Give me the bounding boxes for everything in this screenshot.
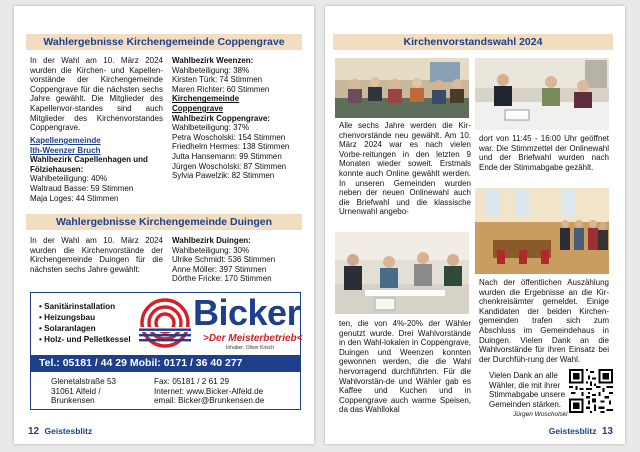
duingen-turnout: Wahlbeteiligung: 30% bbox=[172, 245, 250, 255]
coppengrave-heading: Coppengrave bbox=[172, 103, 224, 113]
services-list bbox=[39, 301, 131, 345]
capellenhagen-heading: Wahlbezirk Capellenhagen und bbox=[30, 155, 148, 165]
result-line: Kirsten Türk: 74 Stimmen bbox=[172, 75, 263, 85]
coppengrave-turnout: Wahlbeteiligung: 37% bbox=[172, 123, 250, 133]
weenzen-turnout: Wahlbeteiligung: 38% bbox=[172, 65, 250, 75]
result-line: Anne Möller: 397 Stimmen bbox=[172, 264, 267, 274]
page-number: 13 bbox=[601, 426, 613, 437]
duingen-intro: In der Wahl am 10. März 2024 wurden die Kirchenvorstände der Kirchengemeinde Duingen für die nächsten sechs Jahre gewählt: bbox=[30, 236, 163, 274]
result-line: Jürgen Woscholski: 87 Stimmen bbox=[172, 161, 287, 171]
coppengrave-bezirk-heading: Wahlbezirk Coppengrave: bbox=[172, 113, 270, 123]
ith-weenzer-bruch-heading: Ith-Weenzer Bruch bbox=[30, 145, 101, 155]
article-text-col1-b: ten, die von 4%-20% der Wähler genutzt wurde. Drei Wahlvorstände in den Wahl-lokalen in Coppengrave, Duingen und Weenzen konnten gewonnen werden, die die Wahl hervorragend durchführten. Für die Wahlvorstän-de und Wähler gab es Kaffee und Kuchen und in Coppengrave auch warme Speisen, da das Wahllokal bbox=[339, 319, 471, 415]
thanks-line: Gemeinden stärken. bbox=[489, 399, 562, 409]
result-line: Dörthe Fricke: 170 Stimmen bbox=[172, 274, 272, 284]
kirchenvorstandswahl-banner: Kirchenvorstandswahl 2024 bbox=[333, 34, 613, 50]
service-item: • Sanitärinstallation bbox=[39, 302, 116, 311]
result-line: Waltraud Basse: 59 Stimmen bbox=[30, 183, 134, 193]
foelziehausen-heading: Fölziehausen: bbox=[30, 164, 84, 174]
photo-counting-table bbox=[475, 58, 609, 130]
brand-tagline: >Der Meisterbetrieb< bbox=[203, 333, 303, 344]
kirchengemeinde-heading: Kirchengemeinde bbox=[172, 94, 240, 104]
result-line: Ulrike Schmidt: 536 Stimmen bbox=[172, 255, 276, 265]
weenzen-heading: Wahlbezirk Weenzen: bbox=[172, 56, 254, 65]
service-item: • Solaranlagen bbox=[39, 324, 96, 333]
duingen-heading: Wahlbezirk Duingen: bbox=[172, 236, 251, 245]
fax-line: Fax: 05181 / 2 61 29 bbox=[154, 377, 230, 386]
coppengrave-results-banner: Wahlergebnisse Kirchengemeinde Coppengrave bbox=[26, 34, 302, 50]
bicker-logo-icon bbox=[139, 297, 191, 349]
result-line: Sylvia Pawelzik: 82 Stimmen bbox=[172, 171, 275, 181]
thanks-line: Wähler, die mit ihrer bbox=[489, 380, 561, 390]
footer-label: Geistesblitz bbox=[44, 426, 93, 436]
address-line: Brunkensen bbox=[51, 396, 95, 406]
email-link[interactable]: email: Bicker@Brunkensen.de bbox=[154, 396, 265, 406]
phone-text[interactable]: Tel.: 05181 / 44 29 Mobil: 0171 / 36 40 277 bbox=[39, 357, 243, 369]
thanks-line: Vielen Dank an alle bbox=[489, 371, 558, 380]
service-item: • Heizungsbau bbox=[39, 313, 96, 322]
contact-info bbox=[154, 377, 264, 406]
service-item: • Holz- und Pelletkessel bbox=[39, 335, 131, 344]
duingen-results bbox=[172, 236, 302, 284]
thanks-line: Stimmabgabe unsere bbox=[489, 390, 566, 400]
brand-name: Bicker bbox=[193, 292, 301, 333]
result-line: Petra Woscholski: 154 Stimmen bbox=[172, 132, 286, 142]
left-footer bbox=[28, 426, 92, 437]
postal-address bbox=[51, 377, 116, 406]
address-line: Glenetalstraße 53 bbox=[51, 377, 117, 386]
right-footer bbox=[549, 426, 613, 437]
kapellengemeinde-heading: Kapellengemeinde bbox=[30, 136, 101, 145]
bicker-advertisement bbox=[30, 292, 301, 410]
right-page bbox=[325, 6, 625, 444]
page-number: 12 bbox=[28, 426, 40, 437]
article-text-col2-b: Nach der öffentlichen Auszählung wurden die Ergebnisse an die Kir-chenkreisämter gemeldet. Einige Kandidaten der beiden Kirchen-gemeinden trafen sich zum Abschluss im Gemeindehaus in Duingen. Vielen Dank an die Wahlvorstände für ihren Einsatz bei der Durchfüh-rung der Wahl. bbox=[479, 278, 609, 364]
coppengrave-intro: In der Wahl am 10. März 2024 wurden die Kirchen- und Kapellen-vorstände der Kirchengemeinde Coppengrave für die nächsten sechs Jahre gewählt. Die Mitglieder des Kapellenvor-standes sind auch Mitglieder des Kirchenvorstandes Coppengrave. bbox=[30, 56, 163, 133]
photo-group-in-hall bbox=[475, 188, 609, 274]
article-text-col1-a: Alle sechs Jahre werden die Kir-chenvorstände neu gewählt. Am 10. März 2024 war es nach vielen Vorbe-reitungen in den letzten 9 Monaten wieder soweit. Erstmals konnte auch Online gewählt werden. In unseren Gemeinden wurden neben der neuen Onlinewahl auch die Briefwahl und die klassische Urnenwahl angebo- bbox=[339, 121, 471, 217]
brand-owner: Inhaber: Oliver Kirsch bbox=[226, 345, 275, 351]
weenzen-results bbox=[172, 56, 302, 181]
photo-counting-people bbox=[335, 232, 469, 314]
address-line: 31061 Alfeld / bbox=[51, 386, 101, 396]
author-signature: Jürgen Woscholski bbox=[513, 411, 568, 418]
result-line: Maja Loges: 44 Stimmen bbox=[30, 193, 119, 203]
qr-code-icon[interactable] bbox=[569, 369, 613, 413]
duingen-results-banner: Wahlergebnisse Kirchengemeinde Duingen bbox=[26, 214, 302, 230]
website-link[interactable]: Internet: www.Bicker-Alfeld.de bbox=[154, 386, 264, 396]
thanks-text bbox=[489, 371, 571, 409]
left-page bbox=[14, 6, 314, 444]
article-text-col2-a: dort von 11:45 - 16:00 Uhr geöffnet war. Die Stimmzettel der Onlinewahl und der Briefwahl wurden nach Ende der Stimmabgabe gezählt. bbox=[479, 134, 609, 172]
phone-bar bbox=[31, 355, 300, 372]
photo-group-at-table bbox=[335, 58, 469, 118]
capellenhagen-turnout: Wahlbeteiligung: 40% bbox=[30, 174, 108, 184]
result-line: Jutta Hansemann: 99 Stimmen bbox=[172, 151, 282, 161]
kapellengemeinde-results bbox=[30, 136, 165, 203]
footer-label: Geistesblitz bbox=[548, 426, 597, 436]
result-line: Friedhelm Hermes: 138 Stimmen bbox=[172, 142, 290, 152]
result-line: Maren Richter: 60 Stimmen bbox=[172, 84, 270, 94]
